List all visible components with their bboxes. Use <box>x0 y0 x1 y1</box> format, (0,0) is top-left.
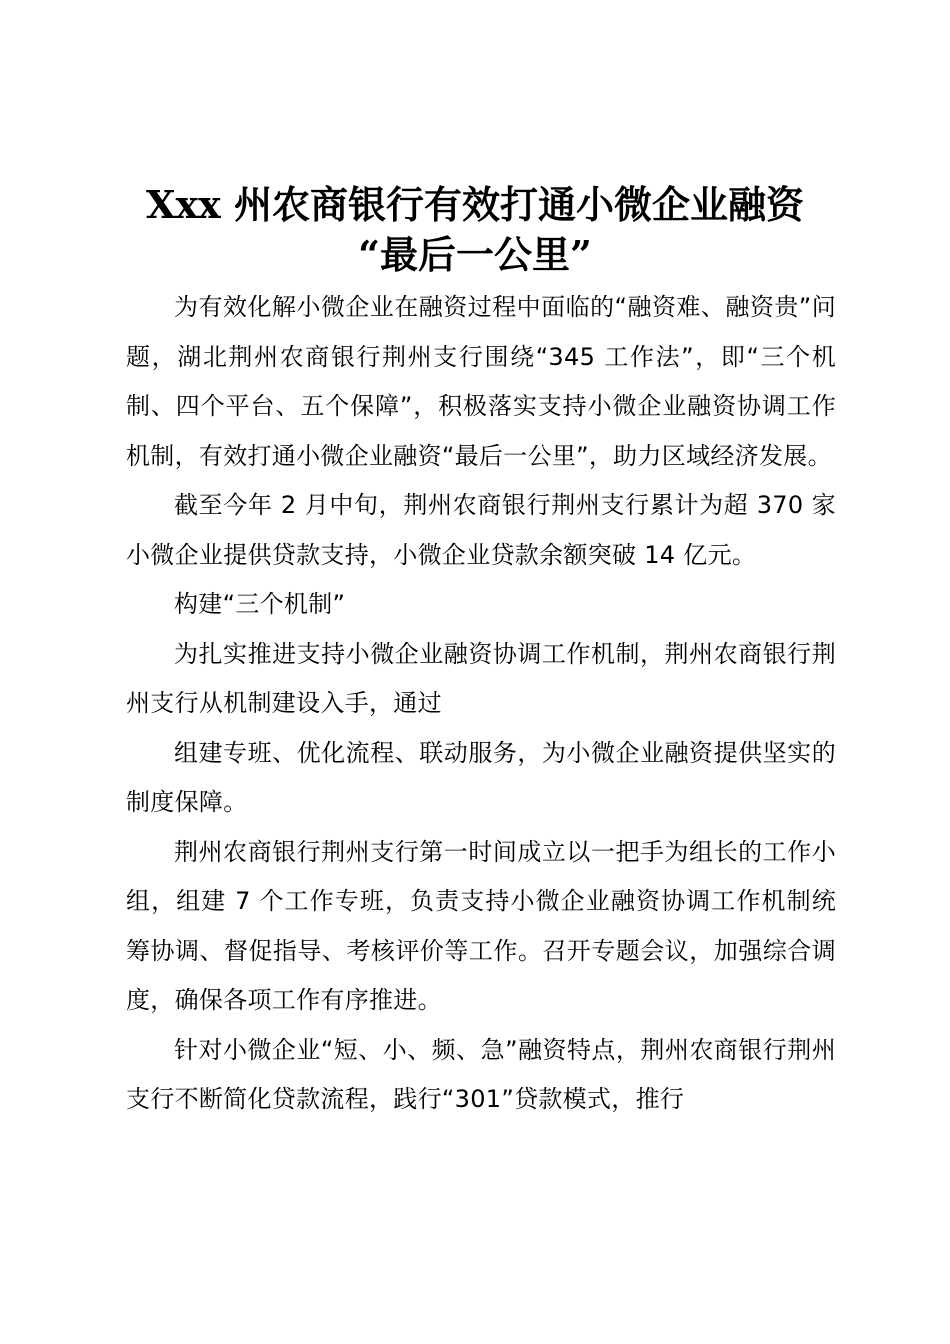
paragraph-working-group: 荆州农商银行荆州支行第一时间成立以一把手为组长的工作小组，组建 7 个工作专班，负责支持小微企业融资协调工作机制统筹协调、督促指导、考核评价等工作。召开专题会议，加强综合调度，确保各项工作有序推进。 <box>126 837 836 1014</box>
paragraph-intro: 为有效化解小微企业在融资过程中面临的“融资难、融资贵”问题，湖北荆州农商银行荆州支行围绕“345 工作法”，即“三个机制、四个平台、五个保障”，积极落实支持小微企业融资协调工作机制，有效打通小微企业融资“最后一公里”，助力区域经济发展。 <box>126 293 836 470</box>
section-heading-three-mechanisms: 构建“三个机制” <box>174 590 346 618</box>
paragraph-mechanism-intro: 为扎实推进支持小微企业融资协调工作机制，荆州农商银行荆州支行从机制建设入手，通过 <box>126 639 836 717</box>
paragraph-statistics: 截至今年 2 月中旬，荆州农商银行荆州支行累计为超 370 家小微企业提供贷款支持，小微企业贷款余额突破 14 亿元。 <box>126 491 836 569</box>
paragraph-loan-process: 针对小微企业“短、小、频、急”融资特点，荆州农商银行荆州支行不断简化贷款流程，践行“301”贷款模式，推行 <box>126 1035 836 1113</box>
paragraph-mechanism-continued: 组建专班、优化流程、联动服务，为小微企业融资提供坚实的制度保障。 <box>126 738 836 816</box>
document-body <box>126 283 836 1125</box>
document-title-line-1: Xxx 州农商银行有效打通小微企业融资 <box>145 182 805 227</box>
document-title-line-2: “最后一公里” <box>358 232 592 277</box>
